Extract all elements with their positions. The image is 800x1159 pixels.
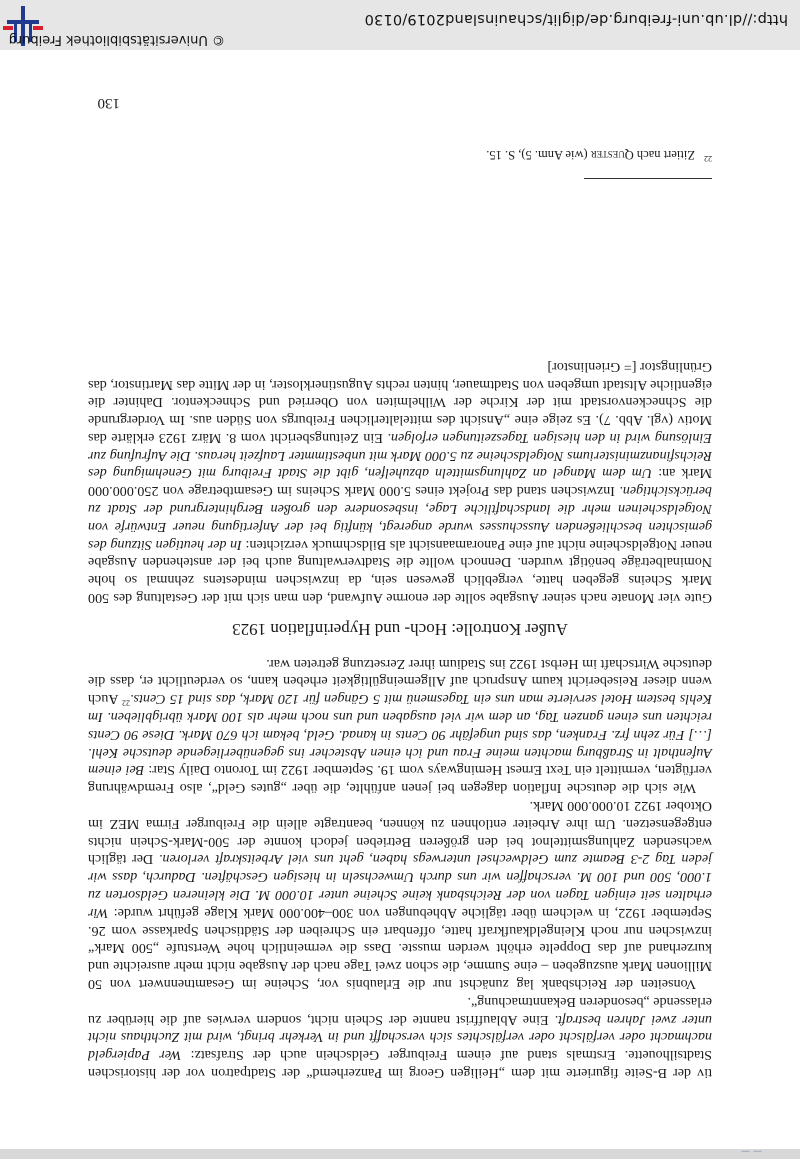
footnote-divider [584,178,712,179]
paragraph: tiv der B-Seite figurierte mit dem „Heiligen Georg im Panzerhemd“ der Stadtpatron vor der historischen Stadtsilhouette. Erstmals stand auf einem Freiburger Geldschein auch der Strafsatz: Wer Papiergeld nachmacht oder verfälscht oder verfälschtes sich verschafft und in Verkehr bringt, wird mit Zuchthaus nicht unter zwei Jahren bestraft. Eine Ablauffrist nannte der Schein nicht, sondern verwies auf die hierüber zu erlassende „besonderen Bekanntmachung“. [88,993,712,1081]
body-text [88,357,712,1081]
footnotes [88,147,712,179]
page-number: 130 [97,95,120,111]
footnote-number: 22 [704,154,712,163]
paragraph: Vonseiten der Reichsbank lag zunächst nur die Erlaubnis vor, Scheine im Gesamtnennwert von 50 Millionen Mark auszugeben – eine Summe, die schon zwei Tage nach der Ausgabe nicht mehr ausreichte und kurzerhand auf das Doppelte erhöht werden musste. Dass die vermeintlich hohe Wertstufe „500 Mark“ inzwischen nur noch Kleingeldkaufkraft hatte, offenbart ein Schreiben der Städtischen Sparkasse vom 26. September 1922, in welchem über tägliche Abhebungen von 300–400.000 Mark Klage geführt wurde: Wir erhalten seit einigen Tagen von der Reichsbank keine Scheine unter 10.000 M. Die kleineren Geldsorten zu 1.000, 500 und 100 M. verschaffen wir uns durch Umwechseln in hiesigen Geschäften. Dadurch, dass wir jeden Tag 2-3 Beamte zum Geldwechsel unterwegs haben, geht uns viel Arbeitskraft verloren. Der täglich wachsenden Zahlungsmittelnot bei den größeren Betrieben jedoch konnte der 500-Mark-Schein nichts entgegensetzen. Um ihre Arbeiter entlohnen zu können, beantragte allein die Freiburger Firma MEZ im Oktober 1922 10.000.000 Mark. [88,798,712,993]
copyright-notice: © Universitätsbibliothek Freiburg [8,32,225,47]
source-url-link[interactable]: http://dl.ub.uni-freiburg.de/diglit/schauinsland2019/0130 [364,11,788,27]
paragraph: Gute vier Monate nach seiner Ausgabe sollte der enorme Aufwand, den man sich mit der Gestaltung des 500 Mark Scheins gegeben hatte, vergeblich gewesen sein, da inzwischen mindestens zehnmal so hohe Nominalbeträge benötigt wurden. Dennoch wollte die Stadtverwaltung auch bei der anstehenden Ausgabe neuer Notgeldscheine nicht auf eine Panoramaansicht als Bildschmuck verzichten: In der heutigen Sitzung des gemischten beschließenden Ausschusses wurde angeregt, künftig bei der Anfertigung neuer Entwürfe von Notgeldscheinen mehr die landschaftliche Lage, insbesondere den großen Berghintergrund der Stadt zu berücksichtigen. Inzwischen stand das Projekt eines 5.000 Mark Scheins im Gesamtbetrage von 250.000.000 Mark an: Um dem Mangel an Zahlungsmitteln abzuhelfen, gibt die Stadt Freiburg mit Genehmigung des Reichsfinanzministeriums Notgeldscheine zu 5.000 Mark mit unbestimmter Laufzeit heraus. Die Aufrufung zur Einlösung wird in den hiesigen Tageszeitungen erfolgen. Ein Zeitungsbericht vom 8. März 1923 erklärte das Motiv (vgl. Abb. 7). Es zeige eine „Ansicht des mittelalterlichen Freiburgs von Süden aus. Im Vordergrunde die Schneckenvorstadt mit der Kirche der Wilhelmiten von Oberried und Schneckentor. Dahinter die eigentliche Altstadt umgeben von Stadtmauer, hinten rechts Augustinerkloster, in der Mitte das Martinstor, das Grünlingstor [= Grienlinstor] [88,358,712,607]
viewer-footer [0,0,800,50]
footnote: $^{22}$ Zitiert nach Quester (wie Anm. 5), S. 15. [486,147,712,163]
footnote-reference[interactable]: 22 [122,698,130,708]
paragraph: Wie sich die deutsche Inflation dagegen bei jenen anfühlte, die über „gutes Geld“, also Fremdwährung verfügten, vermittelt ein Text Ernest Hemingways vom 19. September 1922 im Toronto Daily Star: Bei einem Aufenthalt in Straßburg machten meine Frau und ich einen Abstecher ins gegenüberliegende deutsche Kehl. […] Für zehn frz. Franken, das sind ungefähr 90 Cents in kanad. Geld, bekam ich 670 Mark. Diese 90 Cents reichten uns einen ganzen Tag, an dem wir viel ausgaben und uns noch mehr als 100 Mark übrigblieben. Im Kehls bestem Hotel servierte man uns ein Tagesmenü mit 5 Gängen für 120 Mark, das sind 15 Cents.$^{22}$ Auch wenn dieser Reisebericht kaum Anspruch auf Allgemeingültigkeit erheben kann, so verdeutlicht er, dass die deutsche Wirtschaft im Herbst 1922 ins Stadium ihrer Zersetzung getreten war. [88,655,712,797]
viewer-top-bar [0,1146,800,1159]
footnote-author: Quester [590,147,634,162]
page-marker: — — [741,1146,762,1156]
section-heading: Außer Kontrolle: Hoch- und Hyperinflation 1923 [232,619,568,639]
